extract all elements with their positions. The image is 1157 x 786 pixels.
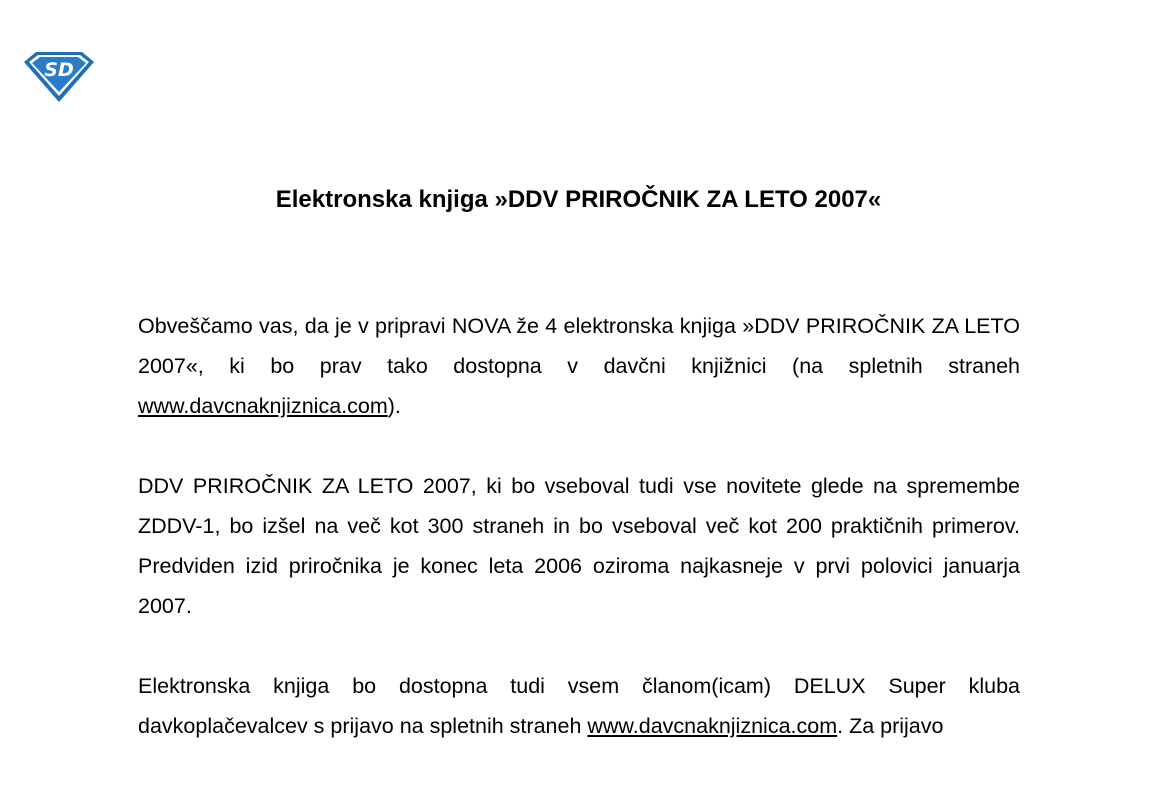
paragraph-text: . Za prijavo	[837, 714, 944, 738]
paragraph-availability	[138, 666, 1020, 746]
logo-text: SD	[44, 59, 74, 81]
website-link[interactable]: www.davcnaknjiznica.com	[587, 714, 838, 738]
paragraph-text: ).	[387, 394, 401, 418]
paragraph-announcement	[138, 306, 1020, 426]
paragraph-book-details: DDV PRIROČNIK ZA LETO 2007, ki bo vseboval tudi vse novitete glede na spremembe ZDDV-1, bo izšel na več kot 300 straneh in bo vseboval več kot 200 praktičnih primerov. Predviden izid priročnika je konec leta 2006 oziroma najkasneje v prvi polovici januarja 2007.	[138, 474, 1020, 618]
sd-logo	[22, 50, 96, 104]
document-title: Elektronska knjiga »DDV PRIROČNIK ZA LETO 2007«	[275, 186, 882, 213]
paragraph-text: Elektronska knjiga bo dostopna tudi vsem članom(icam) DELUX Super kluba davkoplačevalcev s prijavo na spletnih straneh	[138, 674, 1020, 738]
document-body	[138, 306, 1020, 786]
sd-shield-logo-icon	[22, 50, 96, 104]
website-link[interactable]: www.davcnaknjiznica.com	[138, 394, 388, 418]
paragraph-text: Obveščamo vas, da je v pripravi NOVA že 4 elektronska knjiga »DDV PRIROČNIK ZA LETO 2007«, ki bo prav tako dostopna v davčni knjižnici (na spletnih straneh	[138, 314, 1020, 378]
